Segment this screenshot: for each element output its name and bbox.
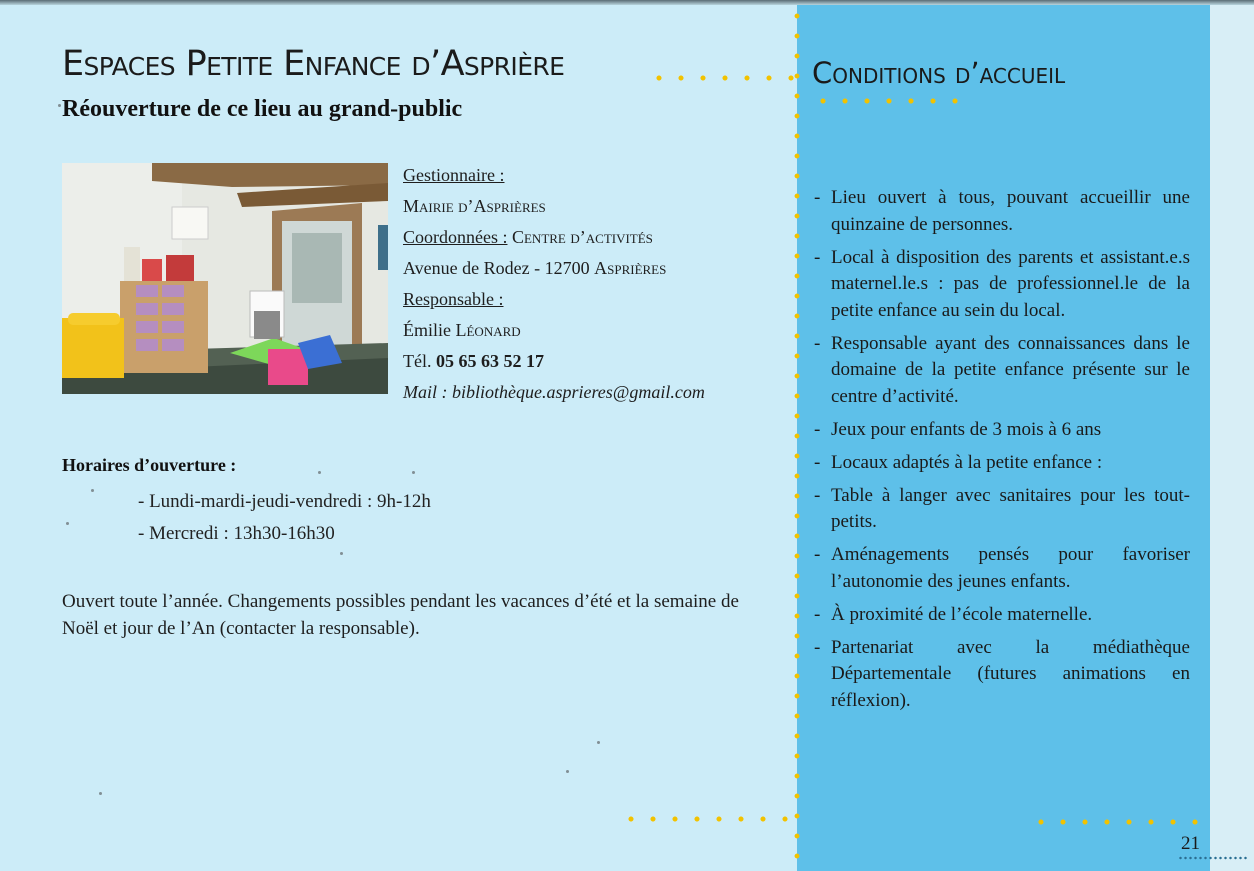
conditions-list [812,185,1190,721]
condition-item: - Partenariat avec la médiathèque Départementale (futures animations en réflexion). [812,635,1190,715]
condition-item: - Jeux pour enfants de 3 mois à 6 ans [812,417,1190,444]
email-address[interactable]: Mail : bibliothèque.asprieres@gmail.com [403,382,705,402]
address-town: Asprières [594,258,667,278]
condition-item: - Responsable ayant des connaissances dans le domaine de la petite enfance présente sur le centre d’activité. [812,331,1190,411]
bottom-left-dotted-line [620,815,792,823]
phone-number: 05 65 63 52 17 [436,351,544,371]
condition-item: - Table à langer avec sanitaires pour les tout-petits. [812,483,1190,536]
page-number: 21 [1181,833,1200,854]
opening-hours-list [138,486,431,550]
condition-item: - Locaux adaptés à la petite enfance : [812,450,1190,477]
page-title: Espaces Petite Enfance d’Asprière [62,44,565,84]
contact-info [403,160,705,408]
scan-speck [66,522,69,525]
scan-speck [597,741,600,744]
condition-item: - Local à disposition des parents et assistant.e.s maternel.le.s : pas de professionnel.le de la petite enfance au sein du local. [812,245,1190,325]
responsible-first-name: Émilie [403,320,456,340]
condition-item: - Lieu ouvert à tous, pouvant accueillir une quinzaine de personnes. [812,185,1190,238]
manager-label: Gestionnaire : [403,165,505,185]
scan-speck [566,770,569,773]
manager-value: Mairie d’Asprières [403,196,546,216]
top-shadow [0,0,1254,5]
right-title-dotted-line [812,97,974,105]
scan-speck [91,489,94,492]
playroom-photo [62,163,388,394]
opening-hours-item: - Lundi-mardi-jeudi-vendredi : 9h-12h [138,491,431,512]
responsible-last-name: Léonard [455,320,521,340]
condition-item: - Aménagements pensés pour favoriser l’autonomie des jeunes enfants. [812,542,1190,595]
opening-hours-title: Horaires d’ouverture : [62,455,237,475]
spine-dotted-line [794,6,800,868]
page-edge [1210,0,1254,871]
contact-value: Centre d’activités [511,227,653,247]
scan-speck [58,104,61,107]
scan-speck [99,792,102,795]
scan-speck [412,471,415,474]
contact-label: Coordonnées : [403,227,508,247]
page-number-dotted-line [1178,856,1248,860]
address: Avenue de Rodez - 12700 [403,258,595,278]
scan-speck [318,471,321,474]
opening-note: Ouvert toute l’année. Changements possibles pendant les vacances d’été et la semaine de Noël et jour de l’An (contacter la responsable). [62,591,739,639]
opening-hours-item: - Mercredi : 13h30-16h30 [138,523,335,544]
condition-item: - À proximité de l’école maternelle. [812,602,1190,629]
phone-label: Tél. [403,351,436,371]
title-dotted-line [648,74,794,82]
page-subtitle: Réouverture de ce lieu au grand-public [62,96,463,122]
bottom-right-dotted-line [1030,818,1208,826]
responsible-label: Responsable : [403,289,504,309]
conditions-title: Conditions d’accueil [812,56,1066,90]
scan-speck [340,552,343,555]
